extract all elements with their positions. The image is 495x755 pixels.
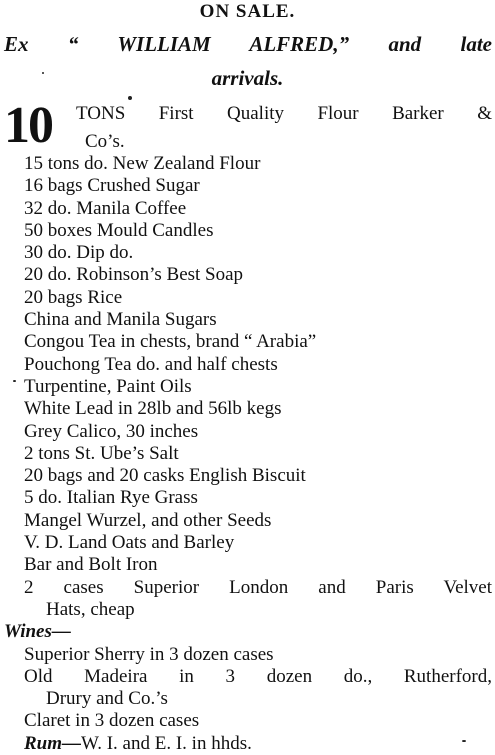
list-item: 32 do. Manila Coffee (24, 197, 187, 219)
list-item: Bar and Bolt Iron (24, 554, 158, 576)
print-speck (462, 740, 466, 742)
first-item-line: TONS First Quality Flour Barker & (76, 103, 492, 124)
wine-item-madeira: Old Madeira in 3 dozen do., Rutherford, (24, 665, 492, 687)
wine-item-claret: Claret in 3 dozen cases (24, 710, 200, 732)
ship-subtitle: Ex “ WILLIAM ALFRED,” and late (4, 32, 492, 56)
list-item: 50 boxes Mould Candles (24, 219, 214, 241)
list-item: 5 do. Italian Rye Grass (24, 487, 198, 509)
wine-item-sherry: Superior Sherry in 3 dozen cases (24, 643, 274, 665)
print-speck (128, 96, 132, 100)
list-item: China and Manila Sugars (24, 309, 217, 331)
list-item: V. D. Land Oats and Barley (24, 532, 235, 554)
rum-label: Rum— (24, 732, 82, 754)
rum-text: W. I. and E. I. in hhds. (81, 732, 252, 754)
wines-heading: Wines— (4, 621, 71, 643)
list-item: 20 bags and 20 casks English Biscuit (24, 465, 306, 487)
wine-item-madeira-continuation: Drury and Co.’s (46, 688, 168, 710)
list-item: White Lead in 28lb and 56lb kegs (24, 398, 282, 420)
drop-cap-number: 10 (4, 97, 52, 154)
list-item: 2 tons St. Ube’s Salt (24, 442, 179, 464)
list-item: Congou Tea in chests, brand “ Arabia” (24, 331, 317, 353)
ship-subtitle-continued: arrivals. (211, 66, 284, 90)
list-item: 16 bags Crushed Sugar (24, 175, 200, 197)
list-item: Grey Calico, 30 inches (24, 420, 199, 442)
page-title: ON SALE. (199, 1, 296, 22)
list-item: Turpentine, Paint Oils (24, 375, 192, 397)
print-speck (13, 380, 16, 382)
print-speck (42, 72, 44, 74)
rum-item (0, 733, 495, 755)
list-item: 30 do. Dip do. (24, 242, 134, 264)
hats-item: 2 cases Superior London and Paris Velvet (24, 576, 492, 598)
hats-item-continuation: Hats, cheap (46, 598, 135, 620)
goods-list (0, 153, 495, 755)
list-item: Pouchong Tea do. and half chests (24, 353, 278, 375)
first-item-continuation: Co’s. (85, 131, 125, 152)
list-item: 20 do. Robinson’s Best Soap (24, 264, 244, 286)
list-item: Mangel Wurzel, and other Seeds (24, 509, 272, 531)
list-item: 20 bags Rice (24, 286, 123, 308)
list-item: 15 tons do. New Zealand Flour (24, 153, 261, 174)
